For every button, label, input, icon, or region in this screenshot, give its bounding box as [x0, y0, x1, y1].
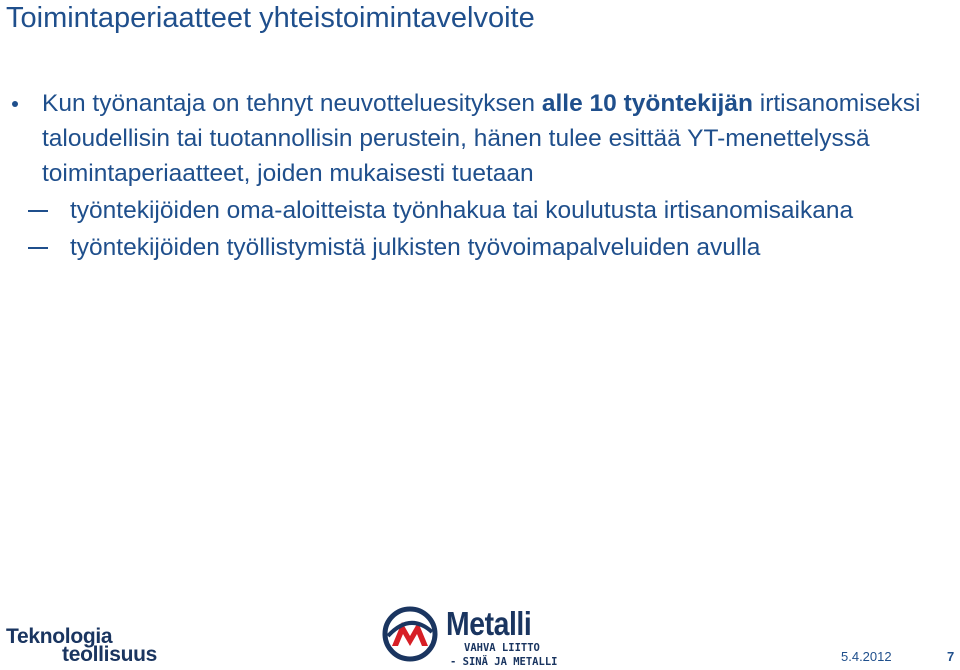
- metalli-logo: [382, 598, 558, 670]
- dash-bullet-icon: [28, 210, 48, 212]
- slide-page-number: 7: [947, 649, 955, 664]
- sub-bullet-item: [12, 193, 942, 228]
- teknologiateollisuus-logo: [6, 626, 166, 666]
- bullet-text-end: irtisanomiseksi taloudellisin tai tuotannollisin perustein, hänen tulee esittää YT-menettelyssä toimintaperiaatteet, joiden mukaisesti tuetaan: [42, 90, 921, 187]
- metalli-emblem-icon: [382, 606, 438, 662]
- bullet-text-start: Kun työnantaja on tehnyt neuvotteluesityksen: [42, 90, 542, 117]
- logo-text-line1: Teknologia: [6, 625, 113, 648]
- dash-bullet-icon: [28, 247, 48, 249]
- slide-title: Toimintaperiaatteet yhteistoimintavelvoite: [6, 2, 535, 34]
- main-bullet: [12, 86, 942, 191]
- metalli-slogan-line2: - SINÄ JA METALLI: [450, 656, 558, 668]
- logo-text-line2: teollisuus: [62, 643, 158, 666]
- bullet-dot-icon: [12, 101, 18, 107]
- sub-bullet-list: [12, 193, 942, 265]
- slide-date: 5.4.2012: [841, 649, 892, 664]
- sub-bullet-text: työntekijöiden työllistymistä julkisten työvoimapalveluiden avulla: [70, 234, 761, 261]
- bullet-text-emphasis: alle 10 työntekijän: [541, 90, 753, 117]
- sub-bullet-item: [12, 230, 942, 265]
- metalli-slogan-line1: VAHVA LIITTO: [464, 642, 540, 654]
- bullet-list: [12, 86, 942, 265]
- sub-bullet-text: työntekijöiden oma-aloitteista työnhakua tai koulutusta irtisanomisaikana: [70, 197, 854, 224]
- metalli-wordmark: Metalli: [446, 605, 532, 642]
